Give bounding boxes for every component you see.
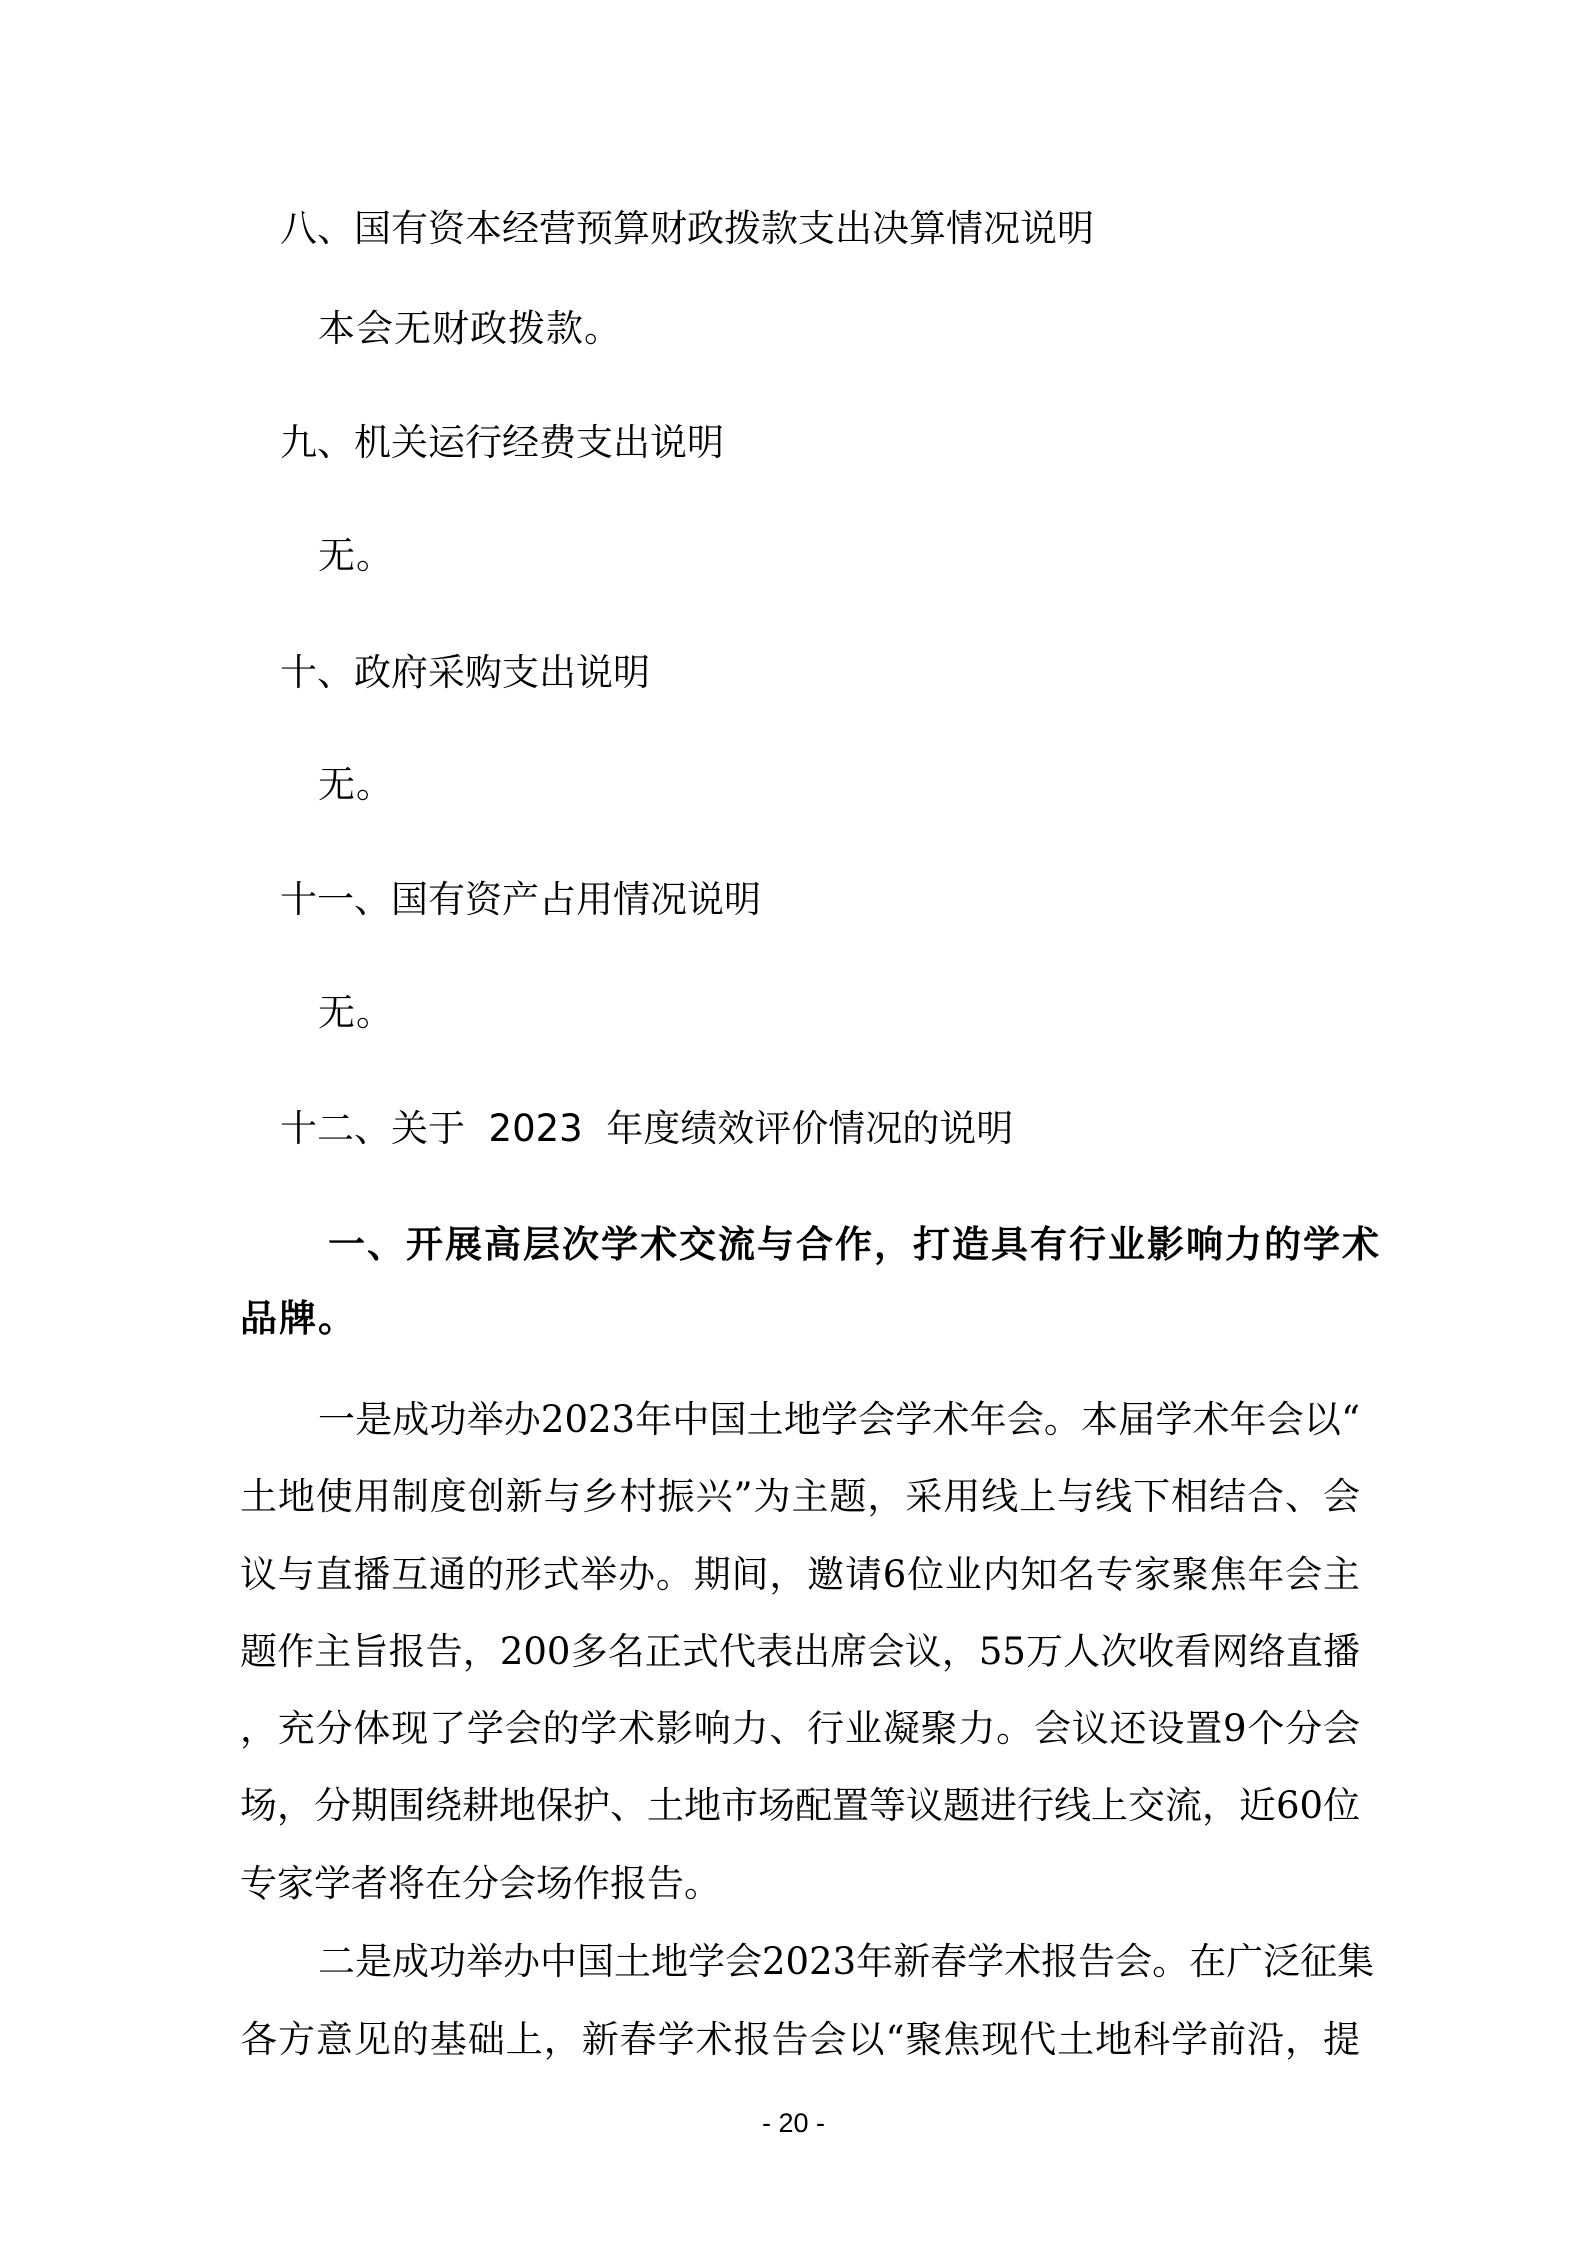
paragraph-1-line-6: 场，分期围绕耕地保护、土地市场配置等议题进行线上交流，近60位 [240,1784,1361,1827]
section-body-11: 无。 [318,991,394,1034]
subsection-title-line-1: 一、开展高层次学术交流与合作，打造具有行业影响力的学术 [328,1222,1381,1266]
paragraph-1-line-3: 议与直播互通的形式举办。期间，邀请6位业内知名专家聚焦年会主 [240,1553,1360,1596]
section-heading-8: 八、国有资本经营预算财政拨款支出决算情况说明 [280,207,1094,250]
section-heading-11: 十一、国有资产占用情况说明 [280,878,761,921]
paragraph-2-line-1: 二是成功举办中国土地学会2023年新春学术报告会。在广泛征集 [318,1940,1375,1983]
page-number: - 20 - [761,2108,826,2138]
paragraph-1-line-7: 专家学者将在分会场作报告。 [240,1862,721,1905]
paragraph-1-line-1: 一是成功举办2023年中国土地学会学术年会。本届学术年会以“ [318,1398,1360,1441]
section-body-9: 无。 [318,534,394,577]
paragraph-1-line-2: 土地使用制度创新与乡村振兴”为主题，采用线上与线下相结合、会 [240,1475,1360,1518]
paragraph-1-line-5: ，充分体现了学会的学术影响力、行业凝聚力。会议还设置9个分会 [240,1707,1360,1750]
section-body-8: 本会无财政拨款。 [318,307,622,350]
section-heading-12: 十二、关于 2023 年度绩效评价情况的说明 [280,1107,1014,1150]
section-heading-9: 九、机关运行经费支出说明 [280,421,724,464]
subsection-title-line-2: 品牌。 [240,1296,357,1340]
section-heading-10: 十、政府采购支出说明 [280,651,650,694]
section-body-10: 无。 [318,763,394,806]
paragraph-1-line-4: 题作主旨报告，200多名正式代表出席会议，55万人次收看网络直播 [240,1630,1360,1673]
paragraph-2-line-2: 各方意见的基础上，新春学术报告会以“聚焦现代土地科学前沿，提 [240,2018,1360,2061]
